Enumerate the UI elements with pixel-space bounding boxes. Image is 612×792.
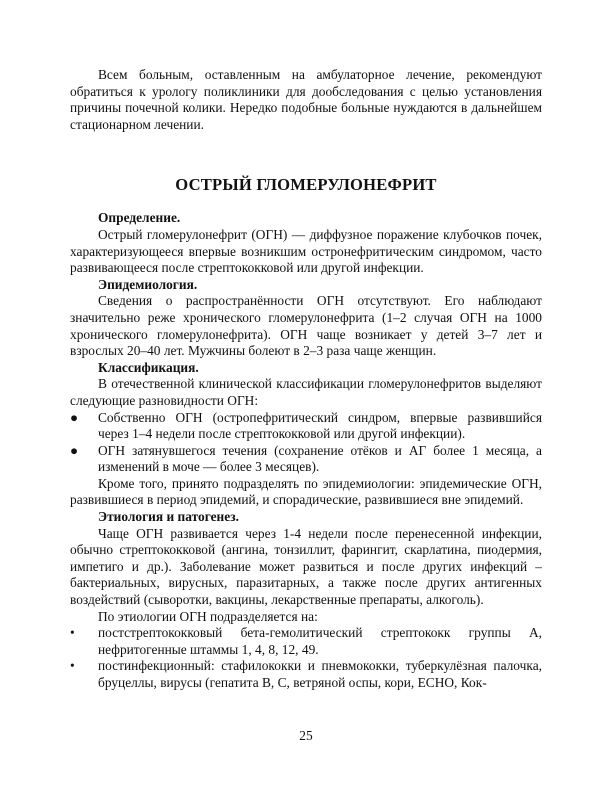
list-item-text: Собственно ОГН (остропефритический синдром, впервые развившийся через 1–4 недели после стрептококковой или другой инфекции). bbox=[98, 409, 542, 442]
list-item bbox=[70, 443, 542, 476]
list-item-text: постинфекционный: стафилококки и пневмококки, туберкулёзная палочка, бруцеллы, вирусы (гепатита В, С, ветряной оспы, кори, ECHO, Кок- bbox=[98, 658, 542, 690]
list-item bbox=[70, 410, 542, 443]
bullet-icon: ● bbox=[70, 442, 79, 458]
etiology-heading: Этиология и патогенез. bbox=[98, 509, 239, 525]
epidemiology-section bbox=[70, 277, 542, 360]
classification-after-text: Кроме того, принято подразделять по эпидемиологии: эпидемические ОГН, развившиеся в период эпидемий, и спорадические, развившиеся вне эпидемий. bbox=[70, 475, 542, 508]
epidemiology-text: Сведения о распространённости ОГН отсутствуют. Его наблюдают значительно реже хронического гломерулонефрита (1–2 случая ОГН на 1000 хронического гломерулонефрита). ОГН чаще возникает у детей 3–7 лет и взрослых 20–40 лет. Мужчины болеют в 2–3 раза чаще женщин. bbox=[70, 293, 542, 359]
intro-paragraph: Всем больным, оставленным на амбулаторное лечение, рекомендуют обратиться к урологу поликлиники для дообследования с целью установления причины почечной колики. Нередко подобные больные нуждаются в дальнейшем стационарном лечении. bbox=[70, 67, 542, 132]
classification-list bbox=[70, 410, 542, 476]
etiology-list bbox=[70, 625, 542, 691]
classification-section bbox=[70, 360, 542, 509]
classification-text: В отечественной клинической классификации гломерулонефритов выделяют следующие разновидности ОГН: bbox=[70, 376, 542, 408]
epidemiology-heading: Эпидемиология. bbox=[98, 276, 198, 292]
list-item bbox=[70, 658, 542, 691]
definition-section bbox=[70, 210, 542, 276]
definition-heading: Определение. bbox=[98, 210, 181, 226]
list-item-text: постстрептококковый бета-гемолитический стрептококк группы А, нефритогенные штаммы 1, 4, 8, 12, 49. bbox=[98, 625, 542, 657]
etiology-subhead: По этиологии ОГН подразделяется на: bbox=[98, 608, 318, 624]
section-title: ОСТРЫЙ ГЛОМЕРУЛОНЕФРИТ bbox=[175, 175, 437, 195]
etiology-section bbox=[70, 509, 542, 692]
page-number: 25 bbox=[299, 728, 313, 743]
etiology-text: Чаще ОГН развивается через 1-4 недели после перенесенной инфекции, обычно стрептококковой (ангина, тонзиллит, фарингит, скарлатина, пиодермия, импетиго и др.). Заболевание может развиться и после других инфекций – бактериальных, вирусных, паразитарных, а также после других антигенных воздействий (сыворотки, вакцины, лекарственные препараты, алкоголь). bbox=[70, 525, 542, 608]
bullet-icon: • bbox=[70, 625, 75, 641]
classification-heading: Классификация. bbox=[98, 359, 199, 375]
definition-text: Острый гломерулонефрит (ОГН) — диффузное поражение клубочков почек, характеризующееся впервые возникшим остронефритическим синдромом, часто развивающееся после стрептококковой или другой инфекции. bbox=[70, 226, 542, 276]
bullet-icon: • bbox=[70, 658, 75, 674]
page-content bbox=[70, 67, 542, 692]
list-item-text: ОГН затянувшегося течения (сохранение отёков и АГ более 1 месяца, а изменений в моче — более 3 месяцев). bbox=[98, 442, 542, 475]
bullet-icon: ● bbox=[70, 409, 79, 425]
list-item bbox=[70, 625, 542, 658]
